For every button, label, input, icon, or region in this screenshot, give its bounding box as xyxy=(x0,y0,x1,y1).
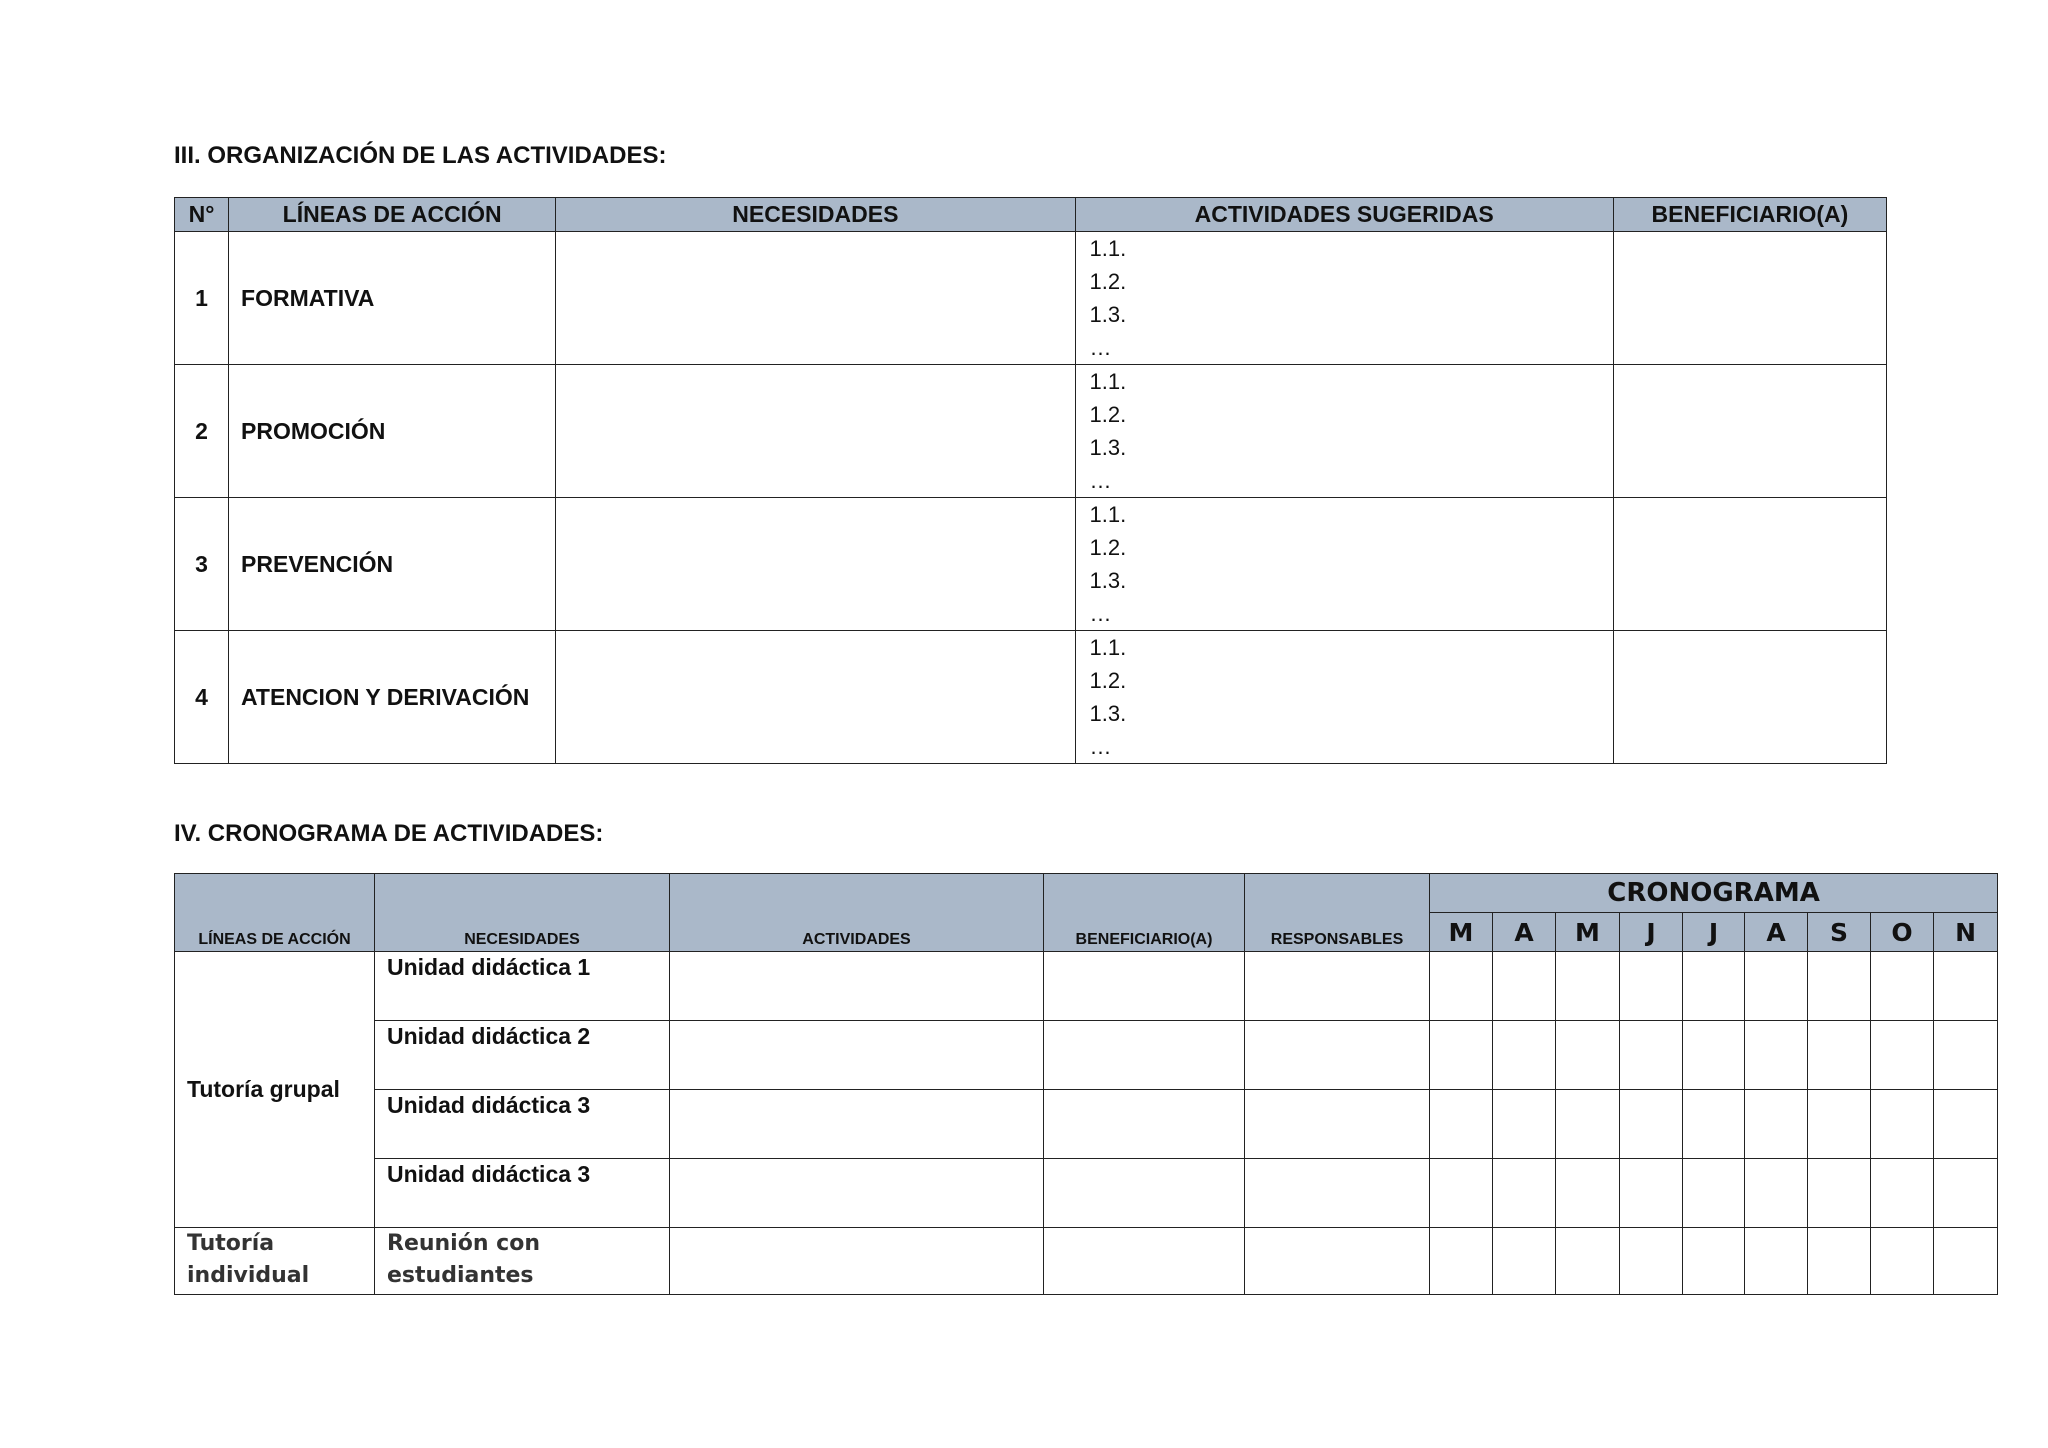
header-beneficiario: BENEFICIARIO(A) xyxy=(1044,874,1245,952)
activity-item: … xyxy=(1089,468,1112,493)
table-header-row xyxy=(175,198,1887,232)
month-header: M xyxy=(1430,913,1493,952)
header-lineas: LÍNEAS DE ACCIÓN xyxy=(229,198,556,232)
tutoria-grupal-label: Tutoría grupal xyxy=(175,952,375,1228)
month-cell[interactable] xyxy=(1620,1228,1683,1295)
month-header: S xyxy=(1808,913,1871,952)
month-header: M xyxy=(1556,913,1620,952)
table-row xyxy=(175,232,1887,365)
schedule-header-row xyxy=(175,874,1998,913)
month-cell[interactable] xyxy=(1808,1090,1871,1159)
activity-item: 1.1. xyxy=(1089,369,1127,394)
month-cell[interactable] xyxy=(1556,952,1620,1021)
month-header: O xyxy=(1871,913,1934,952)
necesidades-cell[interactable] xyxy=(556,232,1075,365)
month-header: N xyxy=(1934,913,1998,952)
header-necesidades: NECESIDADES xyxy=(375,874,670,952)
month-cell[interactable] xyxy=(1683,1090,1745,1159)
month-cell[interactable] xyxy=(1493,1090,1556,1159)
row-number: 2 xyxy=(175,365,229,498)
action-line: PROMOCIÓN xyxy=(229,365,556,498)
activities-cell[interactable] xyxy=(1075,498,1613,631)
action-line: PREVENCIÓN xyxy=(229,498,556,631)
month-cell[interactable] xyxy=(1871,1021,1934,1090)
unit-label: Unidad didáctica 3 xyxy=(375,1090,670,1159)
activities-cell[interactable] xyxy=(1075,232,1613,365)
header-actividades: ACTIVIDADES xyxy=(670,874,1044,952)
label-line: estudiantes xyxy=(387,1263,534,1288)
header-beneficiario: BENEFICIARIO(A) xyxy=(1613,198,1886,232)
activity-item: 1.2. xyxy=(1089,402,1127,427)
beneficiario-cell[interactable] xyxy=(1613,232,1886,365)
month-cell[interactable] xyxy=(1934,1021,1998,1090)
beneficiario-cell[interactable] xyxy=(1044,1228,1245,1295)
month-cell[interactable] xyxy=(1683,1021,1745,1090)
action-line: FORMATIVA xyxy=(229,232,556,365)
section-4-title: IV. CRONOGRAMA DE ACTIVIDADES: xyxy=(174,820,604,847)
month-cell[interactable] xyxy=(1620,1021,1683,1090)
beneficiario-cell[interactable] xyxy=(1044,1159,1245,1228)
actividades-cell[interactable] xyxy=(670,1159,1044,1228)
actividades-cell[interactable] xyxy=(670,1021,1044,1090)
header-actividades: ACTIVIDADES SUGERIDAS xyxy=(1075,198,1613,232)
month-cell[interactable] xyxy=(1871,1228,1934,1295)
header-lineas: LÍNEAS DE ACCIÓN xyxy=(175,874,375,952)
responsables-cell[interactable] xyxy=(1245,952,1430,1021)
actividades-cell[interactable] xyxy=(670,952,1044,1021)
section-3-title: III. ORGANIZACIÓN DE LAS ACTIVIDADES: xyxy=(174,142,667,169)
label-line: Reunión con xyxy=(387,1231,540,1256)
activities-cell[interactable] xyxy=(1075,365,1613,498)
necesidades-cell[interactable] xyxy=(556,498,1075,631)
unit-label: Unidad didáctica 1 xyxy=(375,952,670,1021)
beneficiario-cell[interactable] xyxy=(1044,952,1245,1021)
activity-item: 1.2. xyxy=(1089,269,1127,294)
month-cell[interactable] xyxy=(1620,1090,1683,1159)
header-num: N° xyxy=(175,198,229,232)
activity-item: 1.2. xyxy=(1089,668,1127,693)
activity-item: … xyxy=(1089,734,1112,759)
month-cell[interactable] xyxy=(1808,1159,1871,1228)
month-cell[interactable] xyxy=(1430,1159,1493,1228)
activities-organization-table xyxy=(174,197,1887,764)
row-number: 1 xyxy=(175,232,229,365)
label-line: individual xyxy=(187,1263,310,1288)
responsables-cell[interactable] xyxy=(1245,1159,1430,1228)
header-cronograma: CRONOGRAMA xyxy=(1430,874,1998,913)
activity-item: … xyxy=(1089,601,1112,626)
necesidades-cell[interactable] xyxy=(556,631,1075,764)
month-cell[interactable] xyxy=(1683,1228,1745,1295)
row-number: 3 xyxy=(175,498,229,631)
month-cell[interactable] xyxy=(1745,952,1808,1021)
responsables-cell[interactable] xyxy=(1245,1228,1430,1295)
month-cell[interactable] xyxy=(1934,1159,1998,1228)
month-cell[interactable] xyxy=(1745,1090,1808,1159)
month-cell[interactable] xyxy=(1745,1228,1808,1295)
activity-item: 1.3. xyxy=(1089,568,1127,593)
unit-label: Unidad didáctica 2 xyxy=(375,1021,670,1090)
beneficiario-cell[interactable] xyxy=(1044,1021,1245,1090)
month-cell[interactable] xyxy=(1493,1228,1556,1295)
month-cell[interactable] xyxy=(1430,1021,1493,1090)
month-cell[interactable] xyxy=(1493,1021,1556,1090)
month-cell[interactable] xyxy=(1620,1159,1683,1228)
table-row xyxy=(175,1021,1998,1090)
schedule-table xyxy=(174,873,1998,1295)
table-row xyxy=(175,631,1887,764)
month-cell[interactable] xyxy=(1683,952,1745,1021)
activity-item: 1.1. xyxy=(1089,236,1127,261)
month-cell[interactable] xyxy=(1493,1159,1556,1228)
month-cell[interactable] xyxy=(1430,1090,1493,1159)
table-row xyxy=(175,952,1998,1021)
month-cell[interactable] xyxy=(1934,1090,1998,1159)
month-header: J xyxy=(1683,913,1745,952)
tutoria-individual-label xyxy=(175,1228,375,1295)
month-cell[interactable] xyxy=(1808,1228,1871,1295)
header-necesidades: NECESIDADES xyxy=(556,198,1075,232)
month-cell[interactable] xyxy=(1556,1021,1620,1090)
month-header: J xyxy=(1620,913,1683,952)
activity-item: 1.1. xyxy=(1089,635,1127,660)
month-cell[interactable] xyxy=(1745,1159,1808,1228)
month-cell[interactable] xyxy=(1871,1090,1934,1159)
unit-label: Unidad didáctica 3 xyxy=(375,1159,670,1228)
month-cell[interactable] xyxy=(1493,952,1556,1021)
activity-item: 1.2. xyxy=(1089,535,1127,560)
month-cell[interactable] xyxy=(1934,1228,1998,1295)
reunion-label xyxy=(375,1228,670,1295)
activity-item: … xyxy=(1089,335,1112,360)
beneficiario-cell[interactable] xyxy=(1044,1090,1245,1159)
table-row xyxy=(175,1090,1998,1159)
month-cell[interactable] xyxy=(1745,1021,1808,1090)
row-number: 4 xyxy=(175,631,229,764)
actividades-cell[interactable] xyxy=(670,1228,1044,1295)
table-row xyxy=(175,498,1887,631)
label-line: Tutoría xyxy=(187,1231,275,1256)
table-row xyxy=(175,1228,1998,1295)
month-cell[interactable] xyxy=(1683,1159,1745,1228)
action-line: ATENCION Y DERIVACIÓN xyxy=(229,631,556,764)
beneficiario-cell[interactable] xyxy=(1613,498,1886,631)
month-cell[interactable] xyxy=(1871,1159,1934,1228)
month-cell[interactable] xyxy=(1808,1021,1871,1090)
table-row xyxy=(175,365,1887,498)
responsables-cell[interactable] xyxy=(1245,1090,1430,1159)
month-cell[interactable] xyxy=(1430,1228,1493,1295)
month-header: A xyxy=(1745,913,1808,952)
responsables-cell[interactable] xyxy=(1245,1021,1430,1090)
beneficiario-cell[interactable] xyxy=(1613,365,1886,498)
month-cell[interactable] xyxy=(1430,952,1493,1021)
activity-item: 1.3. xyxy=(1089,435,1127,460)
month-cell[interactable] xyxy=(1620,952,1683,1021)
month-cell[interactable] xyxy=(1556,1159,1620,1228)
activity-item: 1.3. xyxy=(1089,701,1127,726)
month-cell[interactable] xyxy=(1556,1228,1620,1295)
month-cell[interactable] xyxy=(1871,952,1934,1021)
activity-item: 1.1. xyxy=(1089,502,1127,527)
header-responsables: RESPONSABLES xyxy=(1245,874,1430,952)
activity-item: 1.3. xyxy=(1089,302,1127,327)
activities-cell[interactable] xyxy=(1075,631,1613,764)
table-row xyxy=(175,1159,1998,1228)
month-header: A xyxy=(1493,913,1556,952)
month-cell[interactable] xyxy=(1556,1090,1620,1159)
necesidades-cell[interactable] xyxy=(556,365,1075,498)
beneficiario-cell[interactable] xyxy=(1613,631,1886,764)
month-cell[interactable] xyxy=(1808,952,1871,1021)
actividades-cell[interactable] xyxy=(670,1090,1044,1159)
month-cell[interactable] xyxy=(1934,952,1998,1021)
